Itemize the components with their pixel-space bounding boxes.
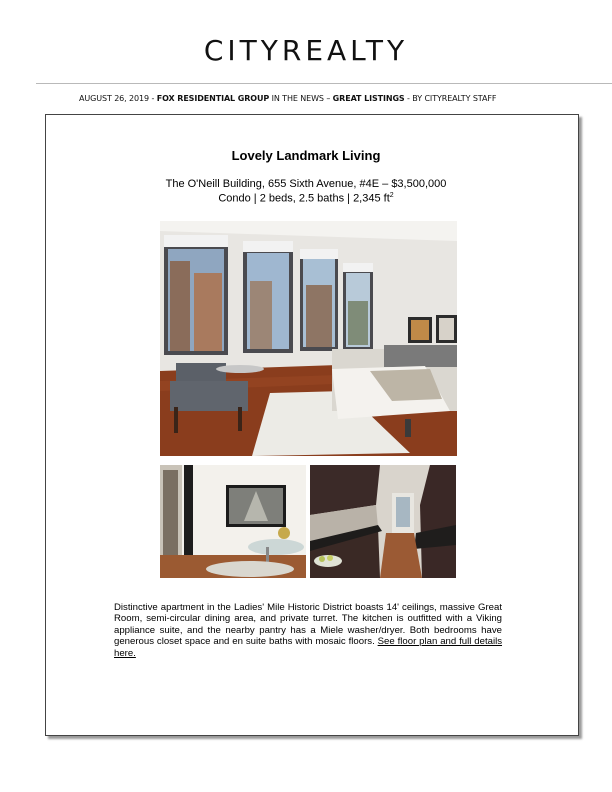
floor-plan-link[interactable]: See floor plan and full details here. bbox=[114, 636, 503, 659]
header-divider bbox=[36, 83, 612, 84]
description-text: Distinctive apartment in the Ladies' Mile Historic District boasts 14' ceilings, massive Great Room, semi-circular dining area, and private turret. The kitchen is outfitted with a Viking appliance suite, and the nearby pantry has a Miele washer/dryer. Both bedrooms have generous closet space and en suite baths with mosaic floors. bbox=[114, 602, 502, 648]
listing-details bbox=[0, 192, 612, 205]
article-byline bbox=[79, 94, 496, 103]
byline-author: BY CITYREALTY STAFF bbox=[412, 94, 497, 103]
byline-separator-2: - bbox=[404, 94, 413, 103]
area-unit-superscript: 2 bbox=[389, 192, 394, 199]
byline-source: FOX RESIDENTIAL GROUP bbox=[156, 94, 270, 103]
dining-room-photo bbox=[160, 465, 306, 578]
kitchen-photo bbox=[310, 465, 456, 578]
bedroom-photo bbox=[160, 221, 457, 456]
listing-address: The O'Neill Building, 655 Sixth Avenue, #4E – $3,500,000 bbox=[165, 178, 447, 190]
byline-separator: - bbox=[149, 94, 157, 103]
byline-category: IN THE NEWS – bbox=[269, 94, 333, 103]
cityrealty-logo[interactable]: CITYREALTY bbox=[203, 34, 409, 67]
listing-details-text: Condo | 2 beds, 2.5 baths | 2,345 ft bbox=[218, 192, 390, 205]
article-date: AUGUST 26, 2019 bbox=[79, 94, 150, 103]
listing-description bbox=[114, 602, 502, 659]
byline-section: GREAT LISTINGS bbox=[332, 94, 405, 103]
listing-title: Lovely Landmark Living bbox=[231, 148, 381, 163]
